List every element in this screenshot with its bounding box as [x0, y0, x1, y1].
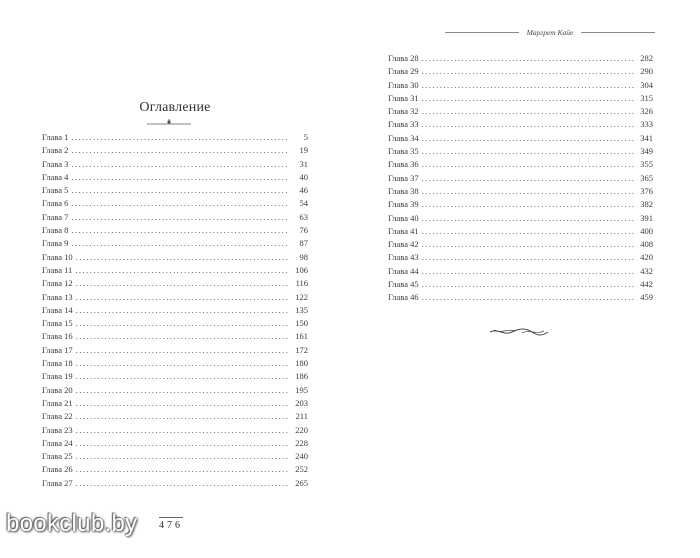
toc-dot-leader	[76, 251, 289, 264]
toc-dot-leader	[76, 384, 289, 397]
toc-dot-leader	[76, 291, 289, 304]
toc-dot-leader	[76, 410, 289, 423]
table-of-contents	[42, 131, 308, 490]
toc-entry	[42, 344, 308, 357]
toc-dot-leader	[71, 144, 289, 157]
toc-dot-leader	[76, 477, 289, 490]
toc-entry	[388, 225, 653, 238]
toc-entry-page: 150	[295, 318, 308, 329]
toc-entry	[388, 65, 653, 78]
toc-dot-leader	[422, 225, 634, 238]
toc-entry	[42, 370, 308, 383]
toc-entry-label: Глава 36	[388, 159, 419, 170]
toc-entry	[42, 384, 308, 397]
toc-entry-label: Глава 31	[388, 92, 419, 103]
toc-dot-leader	[422, 265, 634, 278]
toc-entry	[42, 477, 308, 490]
toc-dot-leader	[71, 131, 289, 144]
toc-dot-leader	[76, 397, 289, 410]
toc-entry	[42, 211, 308, 224]
toc-dot-leader	[76, 437, 289, 450]
toc-dot-leader	[76, 344, 289, 357]
toc-entry-label: Глава 8	[42, 225, 69, 236]
toc-entry-label: Глава 29	[388, 66, 419, 77]
toc-entry	[42, 317, 308, 330]
end-ornament-icon	[488, 326, 550, 338]
toc-entry-page: 5	[303, 132, 308, 142]
toc-entry-page: 432	[640, 265, 653, 276]
toc-entry-label: Глава 30	[388, 79, 419, 90]
toc-entry	[42, 264, 308, 277]
toc-entry-page: 282	[640, 53, 653, 63]
toc-entry-label: Глава 33	[388, 119, 419, 130]
toc-entry	[388, 52, 653, 65]
toc-entry-page: 290	[640, 66, 653, 77]
toc-entry-label: Глава 44	[388, 265, 419, 276]
rule-divider	[581, 32, 655, 33]
toc-entry-page: 116	[295, 278, 308, 289]
toc-entry-page: 265	[295, 477, 308, 488]
toc-entry	[42, 131, 308, 144]
toc-entry-label: Глава 32	[388, 106, 419, 117]
toc-entry-label: Глава 26	[42, 464, 73, 475]
toc-dot-leader	[422, 79, 634, 92]
toc-entry	[42, 184, 308, 197]
toc-entry-page: 326	[640, 106, 653, 117]
toc-entry-label: Глава 18	[42, 358, 73, 369]
toc-entry-page: 106	[295, 264, 308, 275]
toc-entry-label: Глава 23	[42, 424, 73, 435]
toc-entry-page: 349	[640, 146, 653, 157]
toc-entry	[388, 172, 653, 185]
toc-entry-label: Глава 15	[42, 318, 73, 329]
toc-entry	[388, 212, 653, 225]
toc-entry	[388, 251, 653, 264]
toc-entry	[388, 105, 653, 118]
toc-entry-label: Глава 4	[42, 171, 69, 182]
toc-entry-page: 220	[295, 424, 308, 435]
toc-entry	[42, 291, 308, 304]
toc-entry-label: Глава 28	[388, 53, 419, 63]
toc-entry-label: Глава 37	[388, 172, 419, 183]
toc-entry-label: Глава 24	[42, 437, 73, 448]
toc-dot-leader	[71, 211, 289, 224]
toc-dot-leader	[75, 264, 289, 277]
toc-entry-page: 341	[640, 132, 653, 143]
toc-entry-page: 391	[640, 212, 653, 223]
toc-dot-leader	[71, 224, 289, 237]
toc-entry-page: 365	[640, 172, 653, 183]
toc-entry	[42, 450, 308, 463]
toc-entry	[388, 132, 653, 145]
toc-dot-leader	[422, 238, 634, 251]
toc-entry-page: 333	[640, 119, 653, 130]
toc-entry-label: Глава 9	[42, 238, 69, 249]
toc-entry-page: 172	[295, 344, 308, 355]
toc-dot-leader	[76, 424, 289, 437]
running-head	[445, 24, 655, 40]
toc-entry-label: Глава 21	[42, 397, 73, 408]
toc-entry	[42, 397, 308, 410]
page-title: Оглавление	[139, 100, 211, 115]
toc-entry-label: Глава 10	[42, 251, 73, 262]
toc-dot-leader	[76, 277, 289, 290]
toc-entry	[388, 145, 653, 158]
toc-entry	[388, 92, 653, 105]
toc-entry-label: Глава 35	[388, 146, 419, 157]
toc-dot-leader	[71, 158, 289, 171]
toc-dot-leader	[71, 237, 289, 250]
toc-entry	[42, 424, 308, 437]
toc-entry-label: Глава 11	[42, 264, 73, 275]
toc-dot-leader	[71, 197, 289, 210]
toc-entry-page: 122	[295, 291, 308, 302]
toc-dot-leader	[76, 304, 289, 317]
toc-entry	[42, 237, 308, 250]
toc-entry-label: Глава 42	[388, 239, 419, 250]
toc-entry-label: Глава 1	[42, 132, 69, 142]
toc-entry-label: Глава 16	[42, 331, 73, 342]
toc-entry	[388, 118, 653, 131]
toc-entry-label: Глава 19	[42, 371, 73, 382]
toc-entry	[388, 79, 653, 92]
toc-entry-page: 408	[640, 239, 653, 250]
toc-entry-page: 252	[295, 464, 308, 475]
toc-entry-page: 228	[295, 437, 308, 448]
table-of-contents-continued	[388, 52, 653, 305]
toc-entry-page: 54	[299, 198, 308, 209]
toc-dot-leader	[422, 92, 634, 105]
toc-entry-page: 211	[295, 411, 308, 422]
toc-dot-leader	[422, 291, 634, 304]
toc-entry-label: Глава 39	[388, 199, 419, 210]
toc-entry-label: Глава 12	[42, 278, 73, 289]
toc-entry-page: 161	[295, 331, 308, 342]
toc-entry-label: Глава 34	[388, 132, 419, 143]
toc-entry-label: Глава 38	[388, 185, 419, 196]
toc-entry	[42, 437, 308, 450]
toc-dot-leader	[71, 171, 289, 184]
toc-dot-leader	[76, 370, 289, 383]
toc-entry	[42, 171, 308, 184]
toc-entry-page: 382	[640, 199, 653, 210]
toc-entry-label: Глава 5	[42, 185, 69, 196]
running-head-text: Маргрет Кайе	[526, 27, 574, 37]
toc-entry-page: 203	[295, 397, 308, 408]
toc-entry-label: Глава 13	[42, 291, 73, 302]
toc-entry-page: 400	[640, 225, 653, 236]
toc-entry	[388, 278, 653, 291]
toc-entry	[42, 144, 308, 157]
toc-dot-leader	[422, 118, 634, 131]
toc-entry-page: 63	[299, 211, 308, 222]
toc-dot-leader	[422, 198, 634, 211]
toc-entry-label: Глава 3	[42, 158, 69, 169]
toc-entry-label: Глава 7	[42, 211, 69, 222]
toc-entry-label: Глава 25	[42, 451, 73, 462]
toc-entry-page: 304	[640, 79, 653, 90]
toc-dot-leader	[422, 65, 634, 78]
toc-dot-leader	[76, 357, 289, 370]
toc-dot-leader	[76, 330, 289, 343]
toc-entry-page: 98	[299, 251, 308, 262]
toc-entry-page: 180	[295, 358, 308, 369]
watermark: bookclub.by	[6, 510, 138, 537]
toc-entry	[388, 198, 653, 211]
page-number: 476	[159, 517, 183, 531]
toc-entry	[42, 410, 308, 423]
toc-dot-leader	[71, 184, 289, 197]
toc-entry	[388, 185, 653, 198]
toc-entry	[388, 158, 653, 171]
toc-entry-label: Глава 43	[388, 252, 419, 263]
toc-entry-label: Глава 2	[42, 145, 69, 156]
toc-entry-page: 240	[295, 451, 308, 462]
toc-dot-leader	[76, 450, 289, 463]
toc-dot-leader	[422, 212, 634, 225]
toc-entry-page: 459	[640, 292, 653, 303]
toc-entry	[42, 304, 308, 317]
toc-dot-leader	[422, 52, 634, 65]
toc-entry	[42, 251, 308, 264]
toc-entry	[42, 277, 308, 290]
toc-entry-label: Глава 20	[42, 384, 73, 395]
toc-entry	[388, 291, 653, 304]
toc-entry-page: 376	[640, 185, 653, 196]
toc-entry-label: Глава 41	[388, 225, 419, 236]
toc-dot-leader	[422, 251, 634, 264]
toc-entry-page: 76	[299, 225, 308, 236]
toc-entry	[42, 330, 308, 343]
toc-entry	[42, 224, 308, 237]
toc-entry-page: 420	[640, 252, 653, 263]
toc-entry-page: 19	[299, 145, 308, 156]
toc-entry-label: Глава 27	[42, 477, 73, 488]
toc-entry-page: 315	[640, 92, 653, 103]
toc-dot-leader	[76, 317, 289, 330]
toc-entry	[42, 158, 308, 171]
toc-entry	[388, 265, 653, 278]
ornament-divider-icon	[146, 118, 192, 128]
toc-entry-page: 87	[299, 238, 308, 249]
toc-entry-page: 46	[299, 185, 308, 196]
toc-entry	[42, 197, 308, 210]
toc-entry-label: Глава 17	[42, 344, 73, 355]
toc-entry	[388, 238, 653, 251]
toc-dot-leader	[76, 463, 289, 476]
toc-entry-label: Глава 22	[42, 411, 73, 422]
toc-entry-page: 195	[295, 384, 308, 395]
toc-entry-label: Глава 46	[388, 292, 419, 303]
toc-entry-page: 442	[640, 279, 653, 290]
toc-entry	[42, 463, 308, 476]
toc-entry-label: Глава 6	[42, 198, 69, 209]
toc-dot-leader	[422, 145, 634, 158]
toc-entry-label: Глава 40	[388, 212, 419, 223]
toc-entry-page: 40	[299, 171, 308, 182]
toc-entry-page: 135	[295, 304, 308, 315]
toc-dot-leader	[422, 158, 634, 171]
toc-dot-leader	[422, 172, 634, 185]
toc-dot-leader	[422, 105, 634, 118]
toc-entry-page: 31	[299, 158, 308, 169]
toc-dot-leader	[422, 132, 634, 145]
toc-entry-label: Глава 14	[42, 304, 73, 315]
toc-dot-leader	[422, 185, 634, 198]
toc-entry-label: Глава 45	[388, 279, 419, 290]
toc-dot-leader	[422, 278, 634, 291]
toc-entry-page: 355	[640, 159, 653, 170]
toc-entry	[42, 357, 308, 370]
rule-divider	[445, 32, 519, 33]
toc-entry-page: 186	[295, 371, 308, 382]
